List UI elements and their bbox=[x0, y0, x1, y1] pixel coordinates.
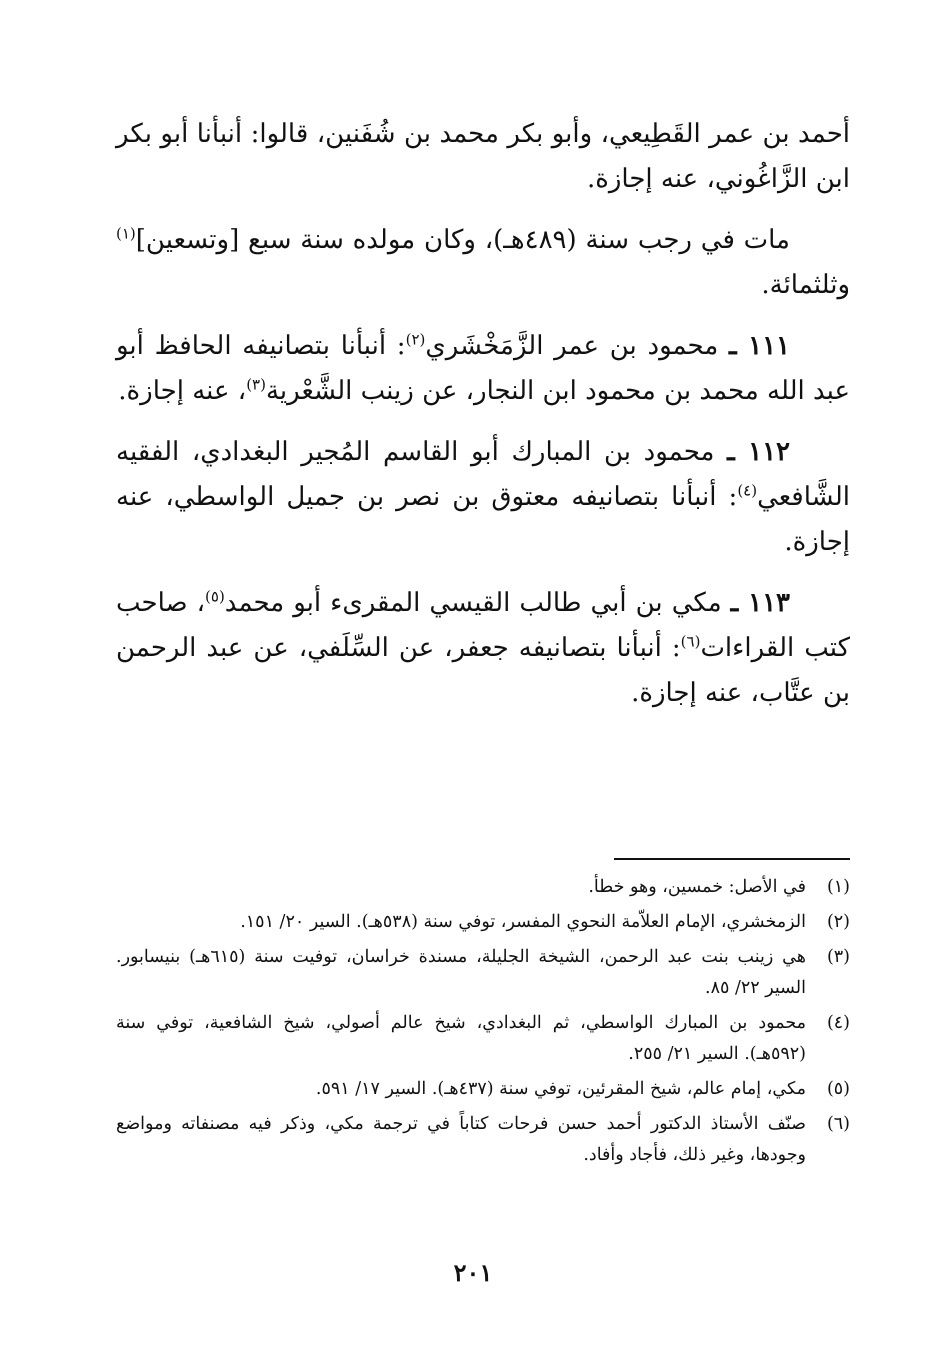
entry-text: ، صاحب كتب القراءات bbox=[116, 588, 850, 663]
entry-text: مكي بن أبي طالب القيسي المقرىء أبو محمد bbox=[224, 588, 731, 618]
entry-text: محمود بن المبارك أبو القاسم المُجير البغدادي، الفقيه الشَّافعي bbox=[116, 437, 850, 512]
footnote-text: هي زينب بنت عبد الرحمن، الشيخة الجليلة، مسندة خراسان، توفيت سنة (٦١٥هـ) بنيسابور. السير ٢٢/ ٨٥. bbox=[116, 947, 807, 998]
footnote-number: (١) bbox=[826, 877, 850, 897]
footnote-2 bbox=[116, 907, 850, 938]
footnote-1 bbox=[116, 872, 850, 903]
entry-number: ١١٢ ـ bbox=[727, 437, 791, 467]
footnote-number: (٢) bbox=[826, 912, 850, 932]
footnote-text: محمود بن المبارك الواسطي، ثم البغدادي، شيخ عالم أصولي، شيخ الشافعية، توفي سنة (٥٩٢هـ). السير ٢١/ ٢٥٥. bbox=[116, 1013, 806, 1064]
footnote-text: في الأصل: خمسين، وهو خطأ. bbox=[588, 877, 806, 897]
footnote-number: (٥) bbox=[826, 1079, 850, 1099]
entry-number: ١١٣ ـ bbox=[730, 588, 791, 618]
footnote-marker[interactable]: (٥) bbox=[205, 587, 225, 606]
paragraph-text: أحمد بن عمر القَطِيعي، وأبو بكر محمد بن شُفَنين، قالوا: أنبأنا أبو بكر ابن الزَّاغُوني، عنه إجازة. bbox=[116, 119, 850, 194]
entry-113 bbox=[116, 581, 850, 716]
footnote-marker[interactable]: (٢) bbox=[405, 330, 426, 349]
footnote-text: مكي، إمام عالم، شيخ المقرئين، توفي سنة (٤٣٧هـ). السير ١٧/ ٥٩١. bbox=[315, 1079, 806, 1099]
paragraph-death-note bbox=[116, 218, 850, 308]
paragraph-text: مات في رجب سنة (٤٨٩هـ)، وكان مولده سنة سبع [وتسعين] bbox=[135, 225, 790, 255]
footnotes bbox=[116, 872, 850, 1175]
footnote-text: صنّف الأستاذ الدكتور أحمد حسن فرحات كتاباً في ترجمة مكي، وذكر فيه مصنفاته ومواضع وجودها، وغير ذلك، فأجاد وأفاد. bbox=[116, 1114, 806, 1165]
footnote-3 bbox=[116, 942, 850, 1004]
footnote-number: (٦) bbox=[826, 1114, 850, 1134]
footnote-6 bbox=[116, 1109, 850, 1171]
footnote-5 bbox=[116, 1074, 850, 1105]
entry-number: ١١١ ـ bbox=[728, 331, 791, 361]
entry-text: محمود بن عمر الزَّمَخْشَري bbox=[425, 331, 729, 361]
footnote-marker[interactable]: (١) bbox=[116, 224, 136, 243]
entry-111 bbox=[116, 324, 850, 414]
footnote-text: الزمخشري، الإمام العلاّمة النحوي المفسر، توفي سنة (٥٣٨هـ). السير ٢٠/ ١٥١. bbox=[240, 912, 806, 932]
entry-text: : أنبأنا بتصانيفه معتوق بن نصر بن جميل الواسطي، عنه إجازة. bbox=[116, 482, 850, 557]
footnote-4 bbox=[116, 1008, 850, 1070]
entry-text: : أنبأنا بتصانيفه جعفر، عن السِّلَفي، عن عبد الرحمن بن عتَّاب، عنه إجازة. bbox=[116, 633, 850, 708]
entry-112 bbox=[116, 430, 850, 565]
entry-text: ، عنه إجازة. bbox=[118, 376, 247, 406]
footnote-marker[interactable]: (٦) bbox=[680, 632, 701, 651]
main-text bbox=[116, 112, 850, 732]
footnote-marker[interactable]: (٣) bbox=[246, 375, 266, 394]
page-number: ٢٠١ bbox=[453, 1258, 493, 1287]
footnote-marker[interactable]: (٤) bbox=[737, 481, 758, 500]
paragraph-continuation bbox=[116, 112, 850, 202]
footnote-number: (٤) bbox=[826, 1013, 850, 1033]
paragraph-text: وثلثمائة. bbox=[761, 270, 850, 300]
entry-text: : أنبأنا بتصانيفه الحافظ أبو عبد الله محمد بن محمود ابن النجار، عن زينب الشَّعْرية bbox=[116, 331, 850, 406]
footnote-divider bbox=[614, 858, 850, 860]
footnote-number: (٣) bbox=[826, 947, 850, 967]
